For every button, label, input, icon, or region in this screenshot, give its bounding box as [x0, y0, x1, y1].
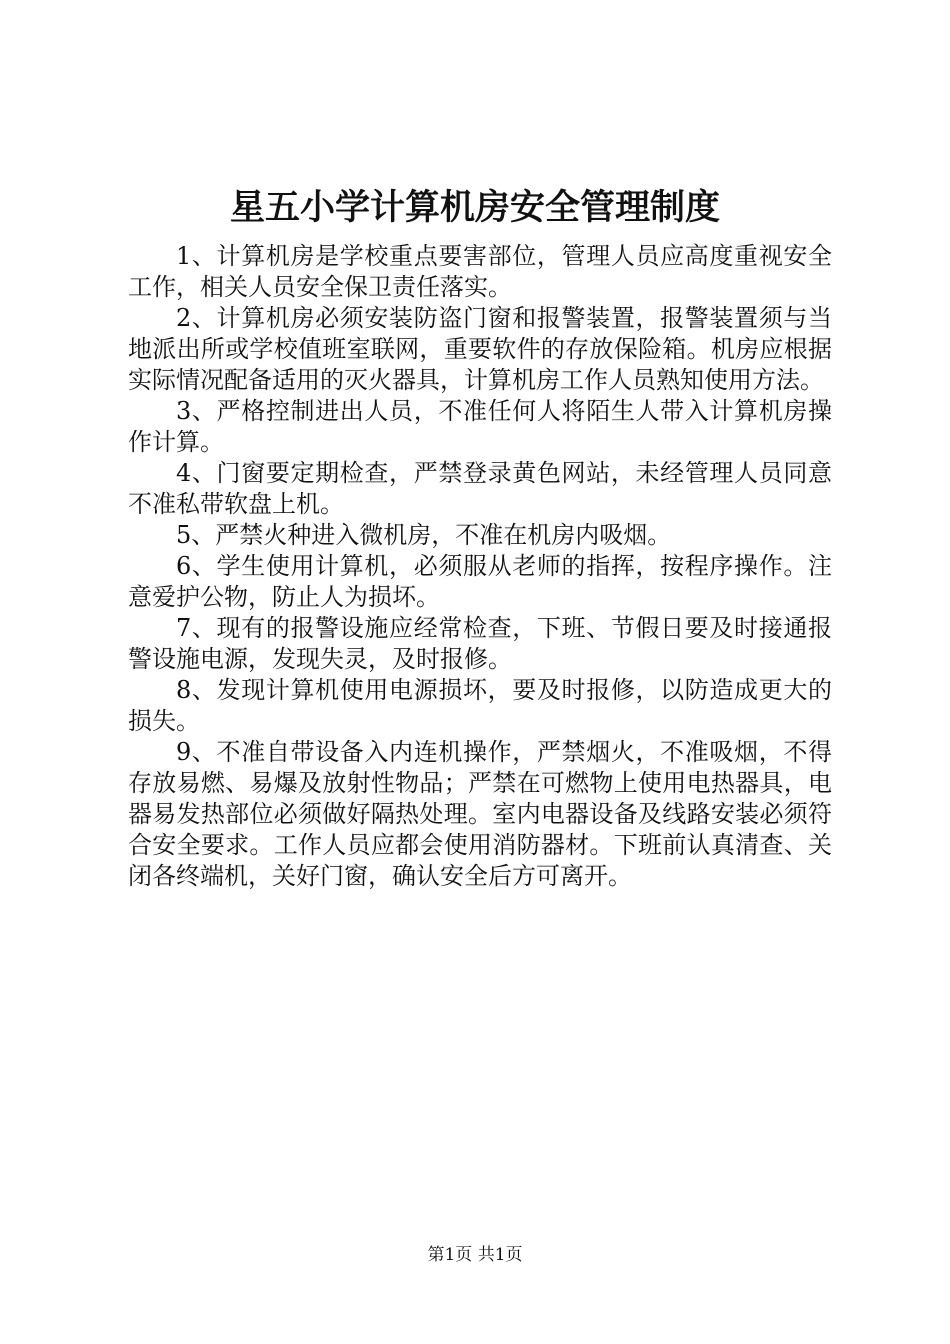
paragraph-1: 1、计算机房是学校重点要害部位，管理人员应高度重视安全工作，相关人员安全保卫责任落实。: [128, 242, 832, 301]
paragraph-4: 4、门窗要定期检查，严禁登录黄色网站，未经管理人员同意不准私带软盘上机。: [128, 459, 832, 518]
page-footer: 第1页 共1页: [427, 1245, 523, 1265]
paragraph-3: 3、严格控制进出人员，不准任何人将陌生人带入计算机房操作计算。: [128, 397, 832, 456]
paragraph-9: 9、不准自带设备入内连机操作，严禁烟火，不准吸烟，不得存放易燃、易爆及放射性物品；严禁在可燃物上使用电热器具，电器易发热部位必须做好隔热处理。室内电器设备及线路安装必须符合安全要求。工作人员应都会使用消防器材。下班前认真清查、关闭各终端机，关好门窗，确认安全后方可离开。: [128, 738, 832, 890]
paragraph-8: 8、发现计算机使用电源损坏，要及时报修，以防造成更大的损失。: [128, 676, 832, 735]
document-body: [128, 241, 832, 892]
document-title: 星五小学计算机房安全管理制度: [229, 187, 720, 228]
paragraph-7: 7、现有的报警设施应经常检查，下班、节假日要及时接通报警设施电源，发现失灵，及时报修。: [128, 614, 832, 673]
paragraph-6: 6、学生使用计算机，必须服从老师的指挥，按程序操作。注意爱护公物，防止人为损坏。: [128, 552, 832, 611]
paragraph-5: 5、严禁火种进入微机房，不准在机房内吸烟。: [176, 521, 672, 549]
paragraph-2: 2、计算机房必须安装防盗门窗和报警装置，报警装置须与当地派出所或学校值班室联网，重要软件的存放保险箱。机房应根据实际情况配备适用的灭火器具，计算机房工作人员熟知使用方法。: [128, 304, 832, 394]
